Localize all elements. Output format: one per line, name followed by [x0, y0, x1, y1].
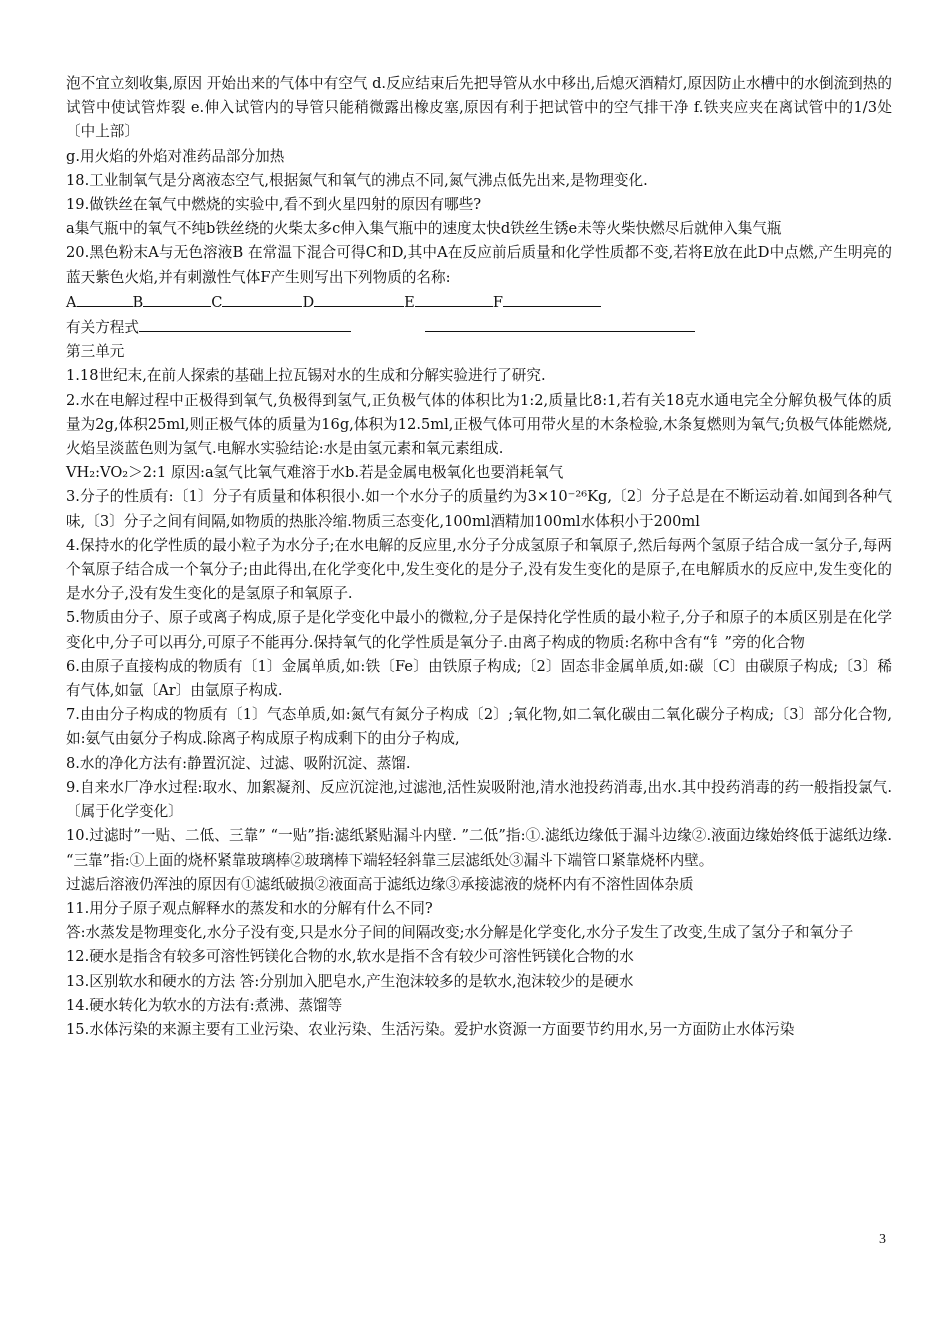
equation-blank-2	[425, 315, 695, 332]
paragraph: 泡不宜立刻收集,原因 开始出来的气体中有空气 d.反应结束后先把导管从水中移出,后熄灭酒精灯,原因防止水槽中的水倒流到热的试管中使试管炸裂 e.伸入试管内的导管只能稍微露出橡皮塞,原因有利于把试管中的空气排干净 f.铁夹应夹在离试管中的1/3处〔中上部〕	[66, 75, 892, 141]
paragraph: 3.分子的性质有:〔1〕分子有质量和体积很小.如一个水分子的质量约为3×10⁻²⁶Kg,〔2〕分子总是在不断运动着.如闻到各种气味,〔3〕分子之间有间隔,如物质的热胀冷缩.物质三态变化,100ml酒精加100ml水体积小于200ml	[66, 488, 892, 530]
paragraph: 18.工业制氧气是分离液态空气,根据氮气和氧气的沸点不同,氮气沸点低先出来,是物理变化.	[66, 171, 648, 189]
paragraph: 2.水在电解过程中正极得到氧气,负极得到氢气,正负极气体的体积比为1:2,质量比8:1,若有关18克水通电完全分解负极气体的质量为2g,体积25ml,则正极气体的质量为16g,体积为12.5ml,正极气体可用带火星的木条检验,木条复燃则为氧气;负极气体能燃烧,火焰呈淡蓝色则为氢气.电解水实验结论:水是由氢元素和氧元素组成.	[66, 391, 892, 458]
answer-blank-e	[415, 290, 493, 307]
answer-blank-f	[503, 290, 601, 307]
blank-label-f: F	[492, 293, 503, 311]
page-content	[66, 72, 892, 1042]
paragraph: 答:水蒸发是物理变化,水分子没有变,只是水分子间的间隔改变;水分解是化学变化,水分子发生了改变,生成了氢分子和氧分子	[66, 924, 854, 942]
paragraph: 5.物质由分子、原子或离子构成,原子是化学变化中最小的微粒,分子是保持化学性质的最小粒子,分子和原子的本质区别是在化学变化中,分子可以再分,可原子不能再分.保持氧气的化学性质是氧分子.由离子构成的物质:名称中含有“钅”旁的化合物	[66, 609, 892, 651]
paragraph: 12.硬水是指含有较多可溶性钙镁化合物的水,软水是指不含有较少可溶性钙镁化合物的水	[66, 948, 634, 966]
paragraph: 11.用分子原子观点解释水的蒸发和水的分解有什么不同?	[66, 899, 433, 917]
section-title: 第三单元	[66, 343, 125, 361]
paragraph: a集气瓶中的氧气不纯b铁丝绕的火柴太多c伸入集气瓶中的速度太快d铁丝生锈e未等火柴快燃尽后就伸入集气瓶	[66, 220, 782, 238]
blank-label-e: E	[404, 293, 415, 311]
equation-blank-1	[139, 315, 351, 332]
paragraph: 1.18世纪末,在前人探索的基础上拉瓦锡对水的生成和分解实验进行了研究.	[66, 367, 546, 385]
blank-label-b: B	[132, 293, 144, 311]
paragraph: 7.由由分子构成的物质有〔1〕气态单质,如:氮气有氮分子构成〔2〕;氧化物,如二氧化碳由二氧化碳分子构成;〔3〕部分化合物,如:氨气由氨分子构成.除离子构成原子构成剩下的由分子构成,	[66, 706, 892, 748]
blank-label-c: C	[211, 293, 223, 311]
paragraph: 8.水的净化方法有:静置沉淀、过滤、吸附沉淀、蒸馏.	[66, 754, 411, 772]
paragraph: 10.过滤时”一贴、二低、三靠” “一贴”指:滤纸紧贴漏斗内壁. ”二低”指:①.滤纸边缘低于漏斗边缘②.液面边缘始终低于滤纸边缘. “三靠”指:①上面的烧杯紧靠玻璃棒②玻璃棒下端轻轻斜靠三层滤纸处③漏斗下端管口紧靠烧杯内壁。	[66, 827, 892, 869]
equation-label: 有关方程式	[66, 319, 139, 337]
paragraph: 过滤后溶液仍浑浊的原因有①滤纸破损②液面高于滤纸边缘③承接滤液的烧杯内有不溶性固体杂质	[66, 875, 694, 893]
paragraph: 4.保持水的化学性质的最小粒子为水分子;在水电解的反应里,水分子分成氢原子和氧原子,然后每两个氢原子结合成一氢分子,每两个氧原子结合成一个氧分子;由此得出,在化学变化中,发生变化的是分子,没有发生变化的是原子,在电解质水的反应中,发生变化的是水分子,没有发生变化的是氢原子和氧原子.	[66, 536, 892, 603]
page-number: 3	[879, 1232, 886, 1247]
paragraph: VH₂:VO₂＞2:1 原因:a氢气比氧气难溶于水b.若是金属电极氧化也要消耗氧气	[66, 464, 564, 482]
paragraph: 13.区别软水和硬水的方法 答:分别加入肥皂水,产生泡沫较多的是软水,泡沫较少的是硬水	[66, 972, 634, 990]
equation-row	[66, 315, 892, 340]
paragraph: 20.黑色粉末A与无色溶液B 在常温下混合可得C和D,其中A在反应前后质量和化学性质都不变,若将E放在此D中点燃,产生明亮的蓝天紫色火焰,并有刺激性气体F产生则写出下列物质的名称:	[66, 244, 892, 286]
fill-in-blanks-row	[66, 290, 892, 315]
blank-label-d: D	[302, 293, 315, 311]
paragraph: 6.由原子直接构成的物质有〔1〕金属单质,如:铁〔Fe〕由铁原子构成;〔2〕固态非金属单质,如:碳〔C〕由碳原子构成;〔3〕稀有气体,如氩〔Ar〕由氩原子构成.	[66, 657, 892, 700]
paragraph: g.用火焰的外焰对准药品部分加热	[66, 147, 285, 165]
paragraph: 14.硬水转化为软水的方法有:煮沸、蒸馏等	[66, 996, 343, 1014]
paragraph: 15.水体污染的来源主要有工业污染、农业污染、生活污染。爱护水资源一方面要节约用水,另一方面防止水体污染	[66, 1020, 795, 1038]
paragraph: 9.自来水厂净水过程:取水、加絮凝剂、反应沉淀池,过滤池,活性炭吸附池,清水池投药消毒,出水.其中投药消毒的药一般指投氯气.〔属于化学变化〕	[66, 778, 892, 821]
paragraph: 19.做铁丝在氧气中燃烧的实验中,看不到火星四射的原因有哪些?	[66, 196, 482, 214]
answer-blank-b	[143, 290, 211, 307]
blank-label-a: A	[66, 293, 77, 311]
answer-blank-d	[314, 290, 404, 307]
answer-blank-a	[77, 290, 133, 307]
answer-blank-c	[222, 290, 302, 307]
